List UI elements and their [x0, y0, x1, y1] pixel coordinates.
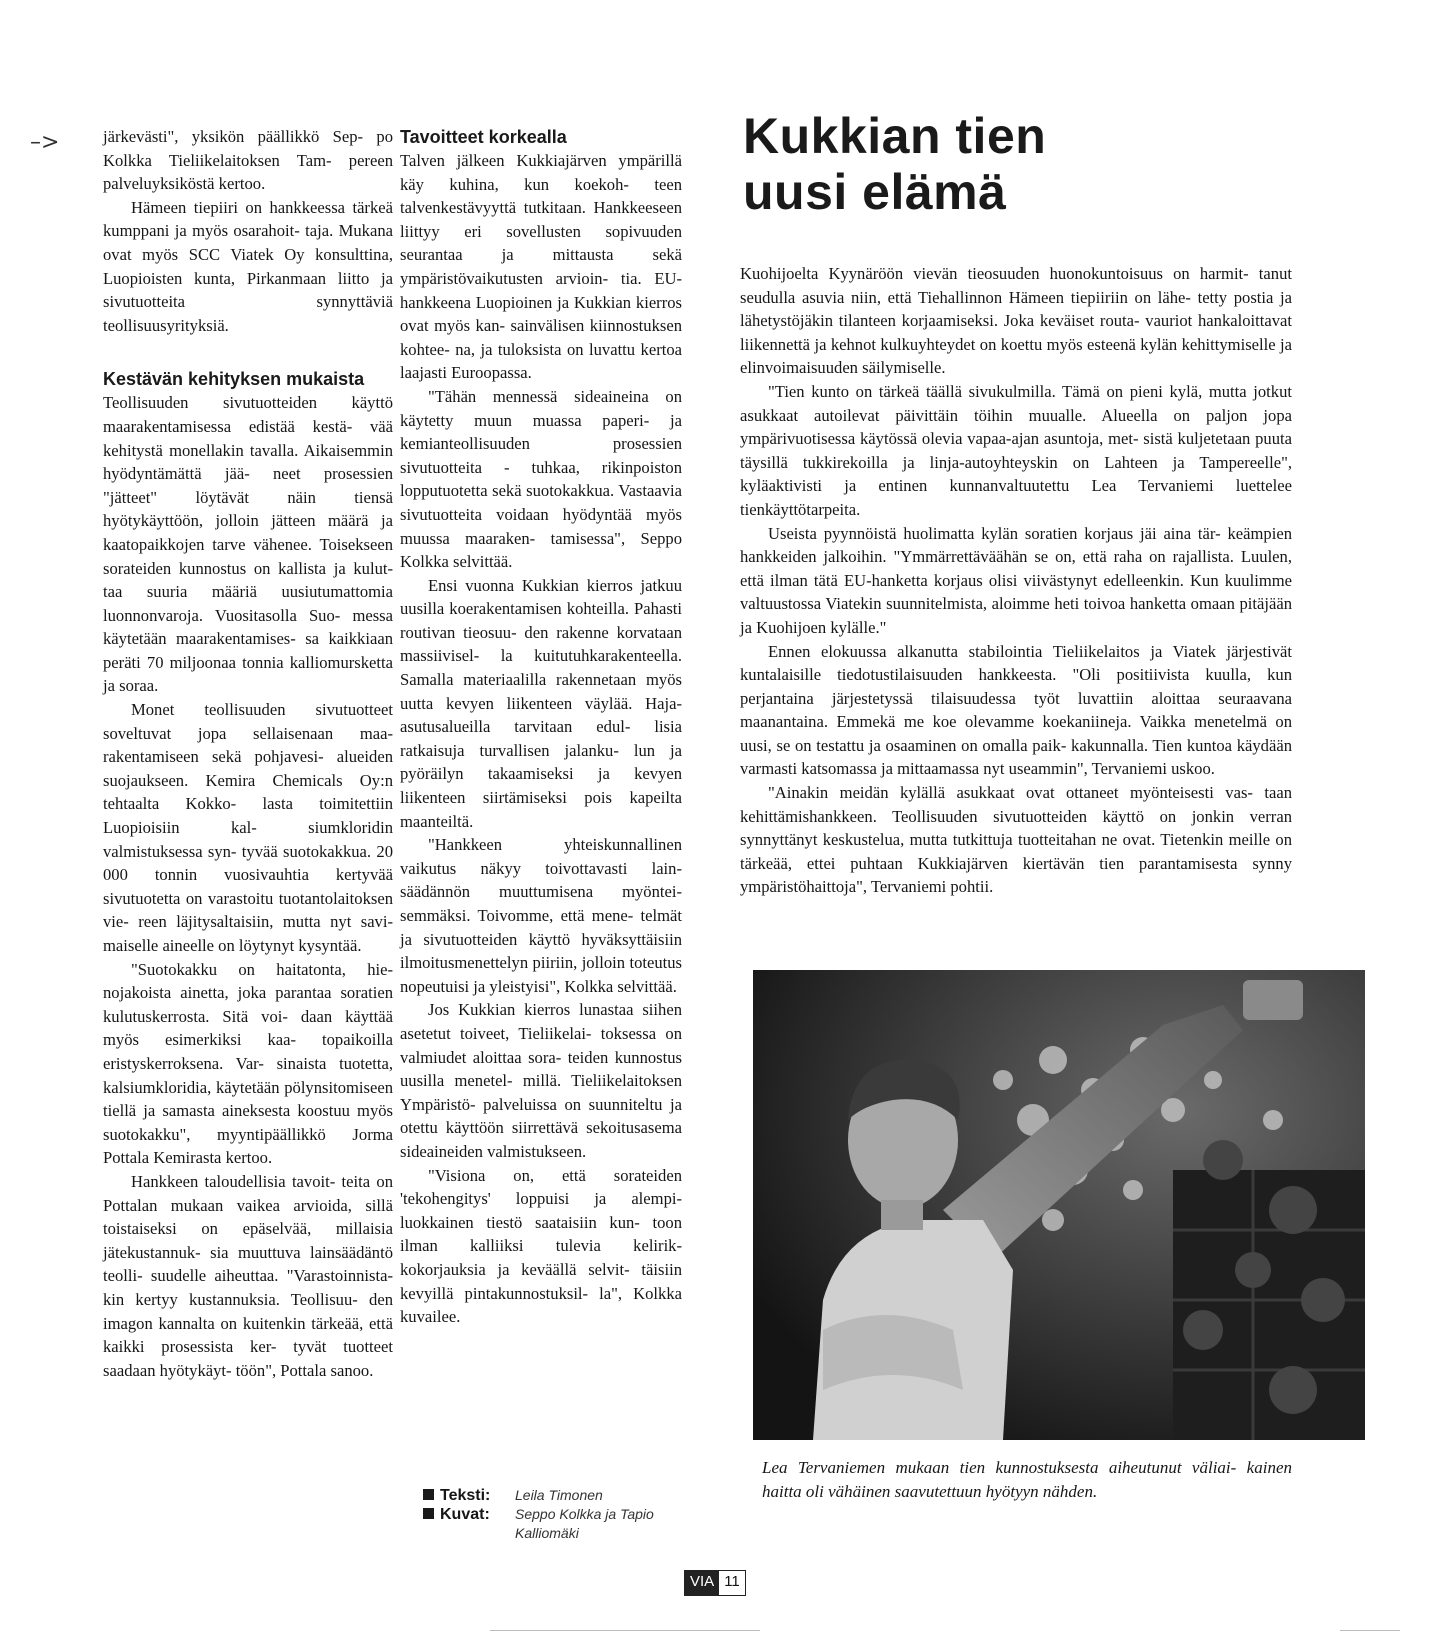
scan-artifact-line	[490, 1630, 760, 1631]
page-number-badge	[684, 1570, 746, 1596]
col3-paragraph-5: "Ainakin meidän kylällä asukkaat ovat ottaneet myönteisesti vas- taan kehittämishankkeen. Teollisuuden sivutuotteiden käyttö on jonkin verran synnyttänyt keskustelua, mutta tutkittuja tuotteitahan ne ovat. Tietenkin meille on tärkeää, ettei puhtaan Kukkiajärven kiertävän tien parantamisesta synny ympäristöhaittoja", Tervaniemi pohtii.	[740, 783, 1292, 897]
credit-photos-row	[423, 1505, 683, 1543]
article-column-2	[400, 125, 682, 1329]
col1-paragraph-3: Teollisuuden sivutuotteiden käyttö maarakentamisessa edistää kestä- vää kehitystä monellakin tavalla. Aikaisemmin hyödyntämättä jää- neet prosessien "jätteet" löytävät näin tiensä hyötykäyttöön, jolloin jätteen määrä ja kaatopaikkojen tarve vähenee. Toisekseen sorateiden kunnostus on kallista ja kulut- taa suuria määriä uusiutumattomia luonnonvaroja. Vuositasolla Suo- messa käytetään maarakentamises- sa kaikkiaan peräti 70 miljoonaa tonnia kalliomursketta ja soraa.	[103, 393, 393, 696]
credit-photos-label: Kuvat:	[423, 1505, 515, 1524]
col3-paragraph-2: "Tien kunto on tärkeä täällä sivukulmilla. Tämä on pieni kylä, mutta jotkut asukkaat autoilevat päivittäin töihin muualle. Alueella on paljon jopa ympärivuotisessa käytössä olevia vapaa-ajan asuntoja, met- sistä kuljetetaan puuta täysillä tukkirekoilla ja linja-autoyhteyskin on Lahteen ja Tampereelle", kyläaktivisti ja entinen kunnanvaltuutettu Lea Tervaniemi luettelee tienkäyttötarpeita.	[740, 381, 1292, 519]
credit-text-label: Teksti:	[423, 1486, 515, 1505]
headline-line-2: uusi elämä	[743, 164, 1007, 220]
credit-text-row	[423, 1486, 683, 1505]
col1-paragraph-2: Hämeen tiepiiri on hankkeessa tärkeä kumppani ja myös osarahoit- taja. Mukana ovat myös SCC Viatek Oy konsulttina, Luopioisten kunta, Pirkanmaan liitto ja sivutuotteita synnyttäviä teollisuusyrityksiä.	[103, 197, 393, 335]
col1-paragraph-1: järkevästi", yksikön päällikkö Sep- po Kolkka Tieliikelaitoksen Tam- pereen palveluyksiköstä kertoo.	[103, 127, 393, 194]
col3-paragraph-4: Ennen elokuussa alkanutta stabilointia Tieliikelaitos ja Viatek järjestivät kuntalaisille tiedotustilaisuuden hankkeesta. "Oli positiivista kuulla, kun perjantaina järjestetyssä tilaisuudessa työt luvattiin aloittaa seuraavana maanantaina. Emmekä me koe olevamme koekaniineja. Vaikka menetelmä on uusi, se on testattu ja osaaminen on omalla paik- kakunnalla. Tien kuntoa käydään varmasti katsomassa ja mittaamassa nyt useammin", Tervaniemi uskoo.	[740, 641, 1292, 779]
col2-paragraph-1: Talven jälkeen Kukkiajärven ympärillä käy kuhina, kun koekoh- teen talvenkestävyyttä tutkitaan. Hankkeeseen liittyy eri sovellusten sopivuuden seurantaa ja mittausta sekä ympäristövaikutusten arvioin- tia. EU-hankkeena Luopioinen ja Kukkian kierros ovat myös kan- sainvälisen kiinnostuksen kohtee- na, ja tuloksista on luvattu kertoa laajasti Euroopassa.	[400, 151, 682, 383]
col2-paragraph-5: Jos Kukkian kierros lunastaa siihen asetetut toiveet, Tieliikelai- toksessa on valmiudet aloittaa sora- teiden kunnostus uusilla menetel- millä. Tieliikelaitoksen Ympäristö- palveluissa on suunniteltu ja otettu käyttöön siirrettävä sekoitusasema sideaineiden valmistukseen.	[400, 1000, 682, 1161]
credit-photos-authors: Seppo Kolkka ja Tapio Kalliomäki	[515, 1506, 654, 1541]
article-photo	[753, 970, 1365, 1440]
col3-paragraph-3: Useista pyynnöistä huolimatta kylän soratien korjaus jäi aina tär- keämpien hankkeiden jalkoihin. "Ymmärrettäväähän se on, että raha on rajallista. Luulen, että ilman tätä EU-hanketta korjaus olisi viivästynyt edelleenkin. Kun kuulimme valtuustossa Viatekin suunnitelmista, aloimme heti toivoa hanketta omaan pitäjään ja Kuohijoen kylälle."	[740, 523, 1292, 637]
margin-arrow-mark: –>	[30, 130, 60, 155]
bullet-square-icon	[423, 1489, 434, 1500]
article-credits	[423, 1486, 683, 1543]
col2-paragraph-4: "Hankkeen yhteiskunnallinen vaikutus näkyy toivottavasti lain- säädännön muuttumisena myöntei- semmäksi. Toivomme, että mene- telmät ja sivutuotteiden käyttö hyväksyttäisiin ilmoitusmenettelyn piiriin, jolloin toteutus nopeutuisi ja yleistyisi", Kolkka selvittää.	[400, 835, 682, 996]
col2-subheading: Tavoitteet korkealla	[400, 127, 567, 147]
photo-caption: Lea Tervaniemen mukaan tien kunnostuksesta aiheutunut väliai- kainen haitta oli vähäinen saavutettuun hyötyyn nähden.	[762, 1458, 1292, 1501]
article-column-1	[103, 125, 393, 1382]
col1-subheading: Kestävän kehityksen mukaista	[103, 369, 365, 390]
col1-paragraph-4: Monet teollisuuden sivutuotteet soveltuvat jopa sellaisenaan maa- rakentamiseen sekä pohjavesi- alueiden suojaukseen. Kemira Chemicals Oy:n tehtaalta Kokko- lasta toimitettiin Luopioisiin kal- siumkloridin valmistuksessa syn- tyvää suotokakkua. 20 000 tonnin vuosivauhtia kertyvää sivutuotetta on varastoitu tuotantolaitoksen vie- reen läjitysaltaisiin, mutta nyt savi- maiselle aineelle on löytynyt kysyntää.	[103, 700, 393, 955]
col1-paragraph-5: "Suotokakku on haitatonta, hie- nojakoista ainetta, joka parantaa soratien kulutuskerrosta. Sitä voi- daan käyttää myös esimerkiksi kaa- topaikoilla eristyskerroksena. Var- sinaista tuotetta, kalsiumkloridia, käytetään pölynsitomiseen tiellä ja samasta aineksesta koostuu myös suotokakku", myyntipäällikkö Jorma Pottala Kemirasta kertoo.	[103, 959, 393, 1168]
page-number: 11	[719, 1571, 745, 1595]
col2-paragraph-3: Ensi vuonna Kukkian kierros jatkuu uusilla koerakentamisen kohteilla. Pahasti routivan tieosuu- den rakenne korvataan massiivisel- la kuitutuhkarakenteella. Samalla materiaalilla rakennetaan myös uutta kevyen liikenteen väylää. Haja-asutusalueilla tarvitaan edul- lisia ratkaisuja turvallisen jalanku- lun ja pyöräilyn takaamiseksi ja kevyen liikenteen siirtämiseksi pois kapeilta maanteiltä.	[400, 575, 682, 831]
scan-artifact-line	[1340, 1630, 1400, 1631]
col3-paragraph-1: Kuohijoelta Kyynäröön vievän tieosuuden huonokuntoisuus on harmit- tanut seudulla asuvia niin, että Tiehallinnon Hämeen tiepiiriin on lähe- tetty postia ja lähetystöjäkin tilanteen korjaamiseksi. Joka keväiset routa- vauriot hankaloittavat liikennettä ja kehnot kulkuyhteydet on koettu myös esteenä kylän kehittymiselle ja elinvoimaisuuden säilymiselle.	[740, 264, 1292, 378]
col2-paragraph-6: "Visiona on, että sorateiden 'tekohengitys' loppuisi ja alempi- luokkainen tiestö saataisiin kun- toon ilman kalliiksi tulevia kelirik- kokorjauksia ja keväällä selvit- täisiin kevyillä pintakunnostuksil- la", Kolkka kuvailee.	[400, 1165, 682, 1327]
article-headline	[743, 108, 1383, 220]
credit-text-author: Leila Timonen	[515, 1487, 603, 1503]
article-column-3	[740, 262, 1292, 899]
magazine-name: VIA	[685, 1571, 719, 1595]
headline-line-1: Kukkian tien	[743, 108, 1047, 164]
photo-illustration	[753, 970, 1365, 1440]
col2-paragraph-2: "Tähän mennessä sideaineina on käytetty muun muassa paperi- ja kemianteollisuuden prosessien sivutuotteita - tuhkaa, rikinpoiston lopputuotetta sekä suotokakkua. Vastaavia sivutuotteita voidaan hyödyntää myös muussa maaraken- tamisessa", Seppo Kolkka selvittää.	[400, 386, 682, 572]
col1-paragraph-6: Hankkeen taloudellisia tavoit- teita on Pottalan mukaan vaikea arvioida, sillä toistaiseksi on epäselvää, millaisia jätekustannuk- sia muuttuva lainsäädäntö teolli- suudelle aiheuttaa. "Varastoinnista- kin kertyy kustannuksia. Teollisuu- den imagon kannalta on kuitenkin tärkeää, että kaikki prosessista ker- tyvät tuotteet saadaan hyötykäyt- töön", Pottala sanoo.	[103, 1171, 393, 1380]
bullet-square-icon	[423, 1508, 434, 1519]
